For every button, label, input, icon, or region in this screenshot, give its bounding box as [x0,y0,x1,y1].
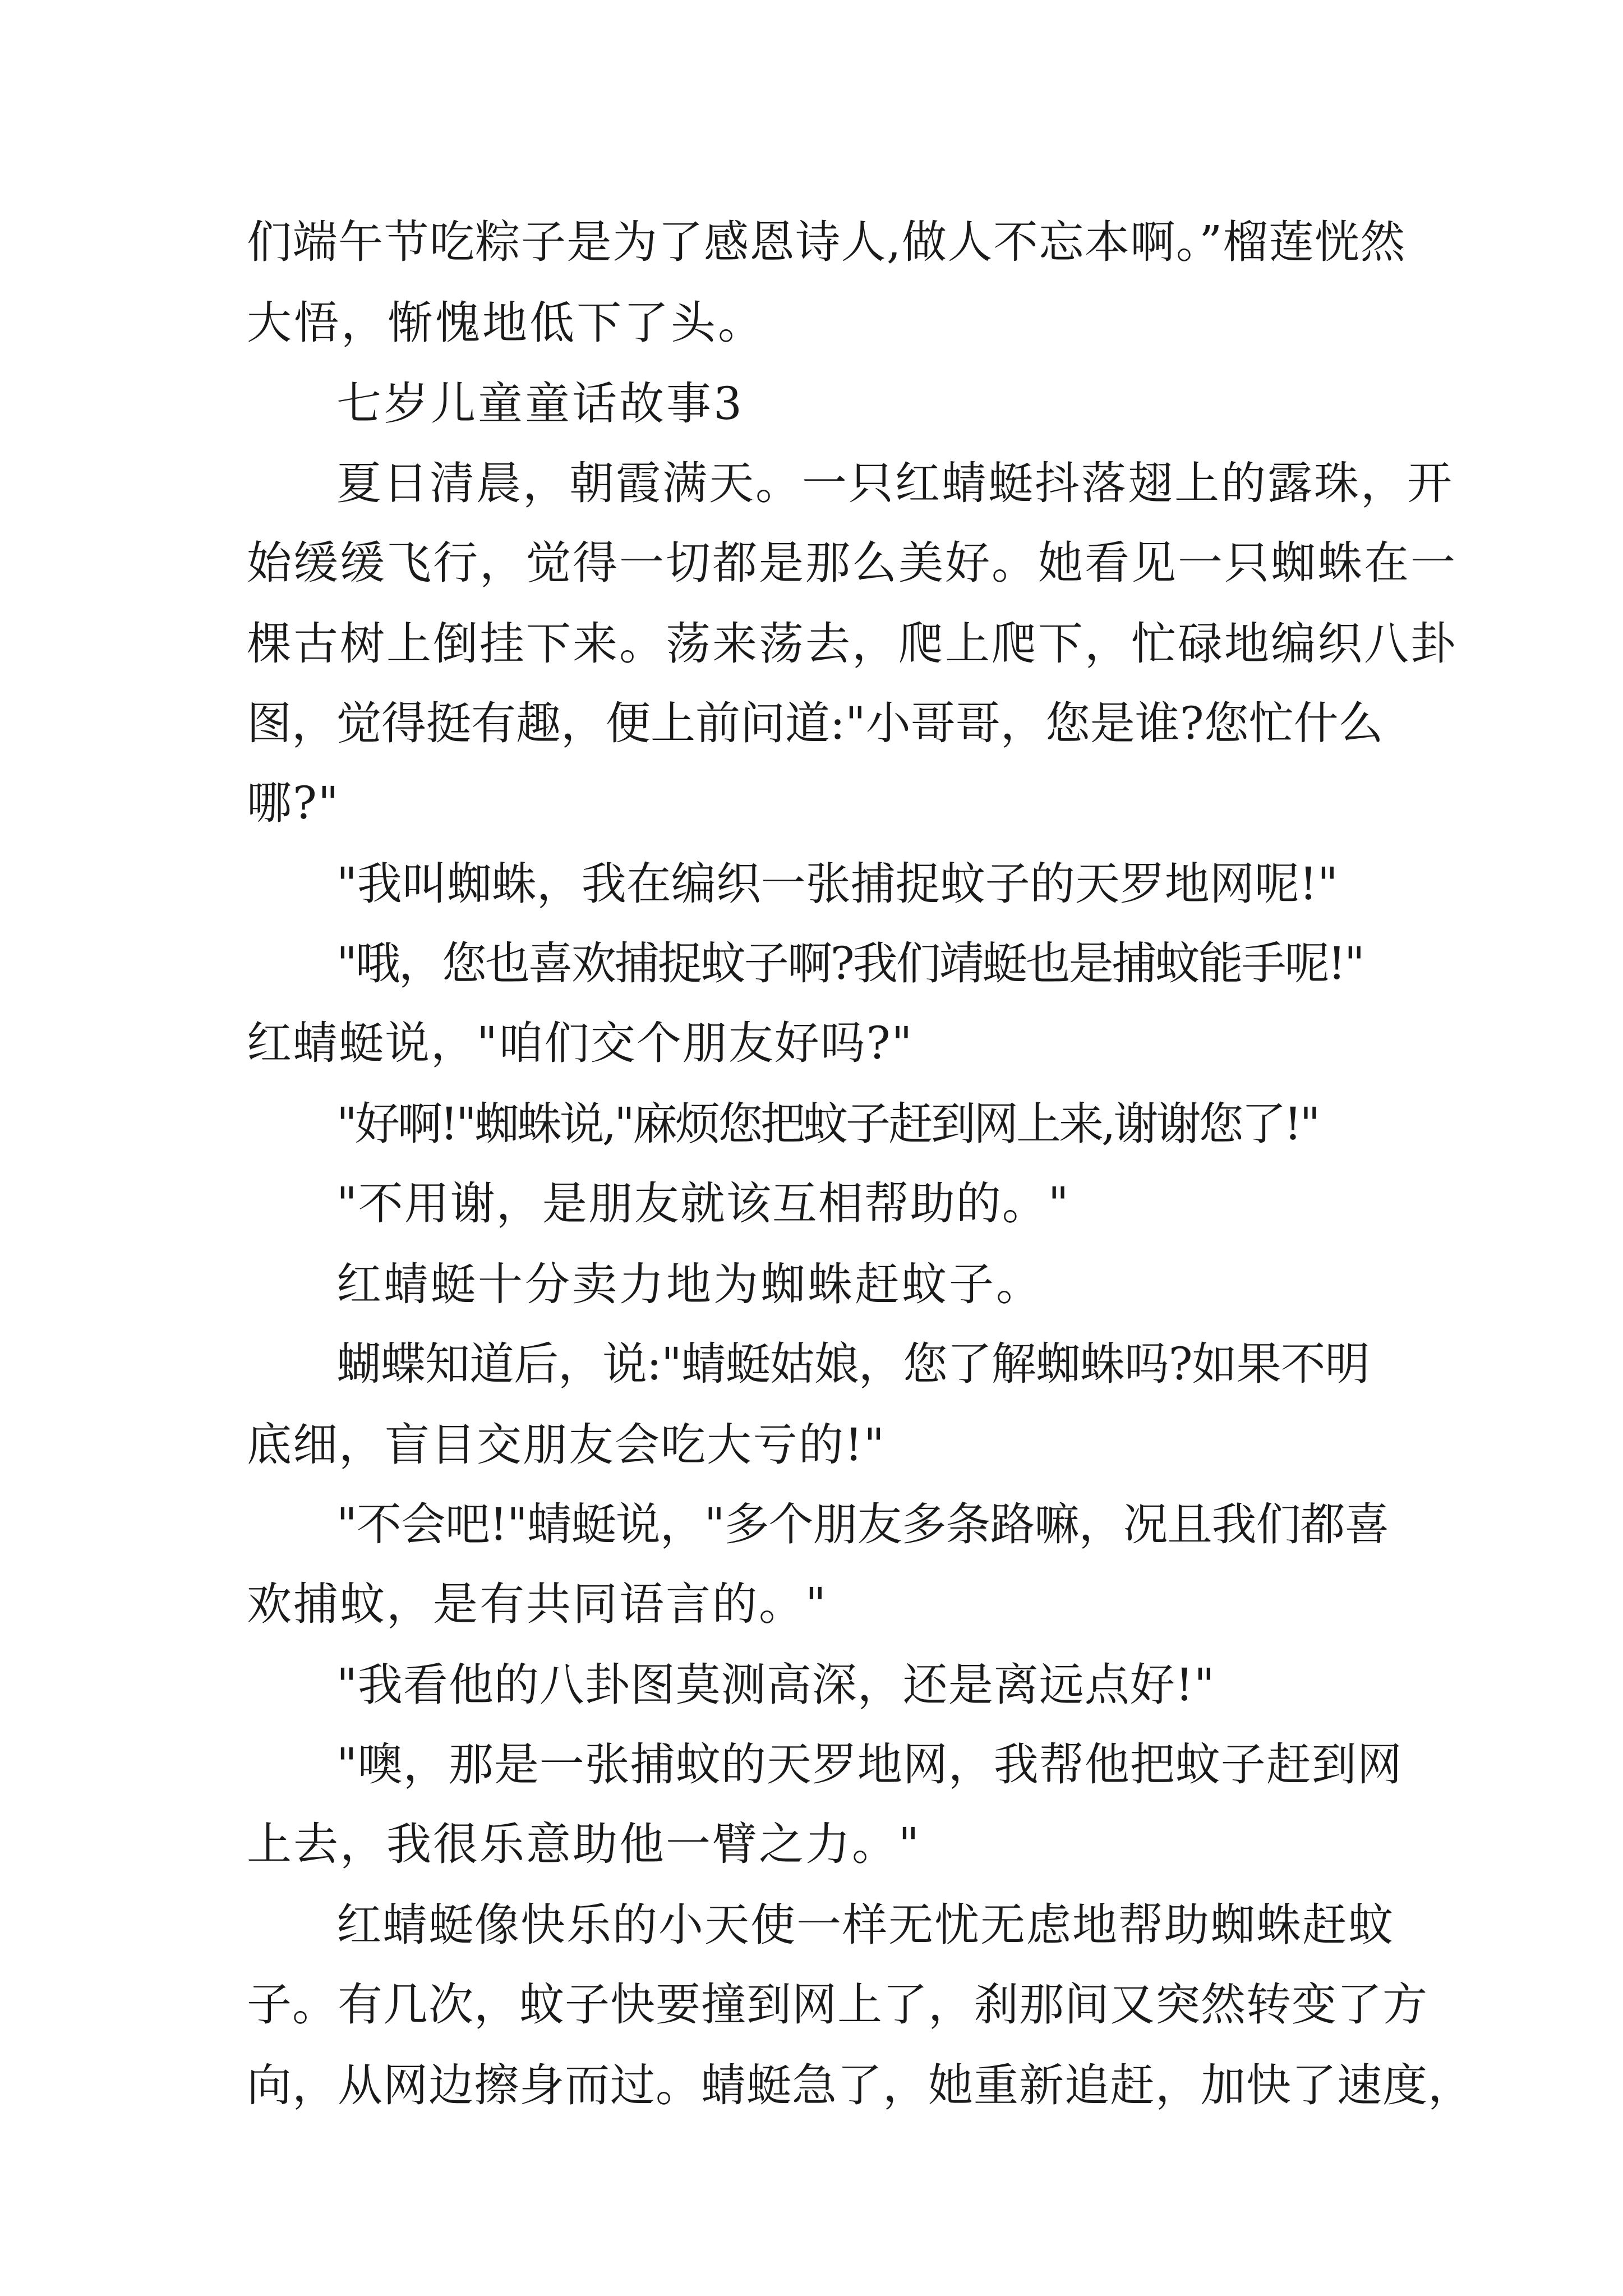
text-line: 红蜻蜓说，"咱们交个朋友好吗?" [247,1017,914,1069]
text-line: 棵古树上倒挂下来。荡来荡去，爬上爬下，忙碌地编织八卦 [247,618,1457,670]
text-line: 红蜻蜓十分卖力地为蜘蛛赶蚊子。 [336,1258,1043,1310]
text-line: 向，从网边擦身而过。蜻蜓急了，她重新追赶，加快了速度， [247,2059,1473,2111]
text-line: 上去，我很乐意助他一臂之力。" [247,1818,921,1870]
text-line: "哦，您也喜欢捕捉蚊子啊?我们靖蜓也是捕蚊能手呢!" [336,937,1363,990]
text-line: 图，觉得挺有趣，便上前问道:"小哥哥，您是谁?您忙什么 [247,697,1384,749]
section-heading: 七岁儿童童话故事3 [336,378,744,430]
text-line: 底细，盲目交朋友会吃大亏的!" [247,1419,886,1471]
text-line: "我叫蜘蛛，我在编织一张捕捉蚊子的天罗地网呢!" [336,858,1338,910]
text-line: 蝴蝶知道后，说:"蜻蜓姑娘，您了解蜘蛛吗?如果不明 [336,1338,1370,1390]
text-line: "不用谢，是朋友就该互相帮助的。" [336,1177,1070,1230]
text-line: 欢捕蚊，是有共同语言的。" [247,1578,828,1630]
text-line: 始缓缓飞行，觉得一切都是那么美好。她看见一只蜘蛛在一 [247,537,1457,589]
text-line: "我看他的八卦图莫测高深，还是离远点好!" [336,1659,1215,1711]
text-line: "噢，那是一张捕蚊的天罗地网，我帮他把蚊子赶到网 [336,1738,1403,1791]
text-line: "不会吧!"蜻蜓说，"多个朋友多条路嘛，况且我们都喜 [336,1498,1389,1550]
text-line: 哪?" [247,777,340,829]
text-line: 红蜻蜓像快乐的小天使一样无忧无虑地帮助蜘蛛赶蚊 [336,1899,1394,1951]
text-line: 夏日清晨，朝霞满天。一只红蜻蜓抖落翅上的露珠，开 [336,457,1454,509]
text-line: "好啊!"蜘蛛说,"麻烦您把蚊子赶到网上来,谢谢您了!" [336,1098,1318,1150]
text-line: 大悟，惭愧地低下了头。 [247,297,765,349]
text-line: 子。有几次，蚊子快要撞到网上了，刹那间又突然转变了方 [247,1978,1428,2031]
text-line: 们端午节吃粽子是为了感恩诗人,做人不忘本啊。”榴莲恍然 [247,216,1406,268]
